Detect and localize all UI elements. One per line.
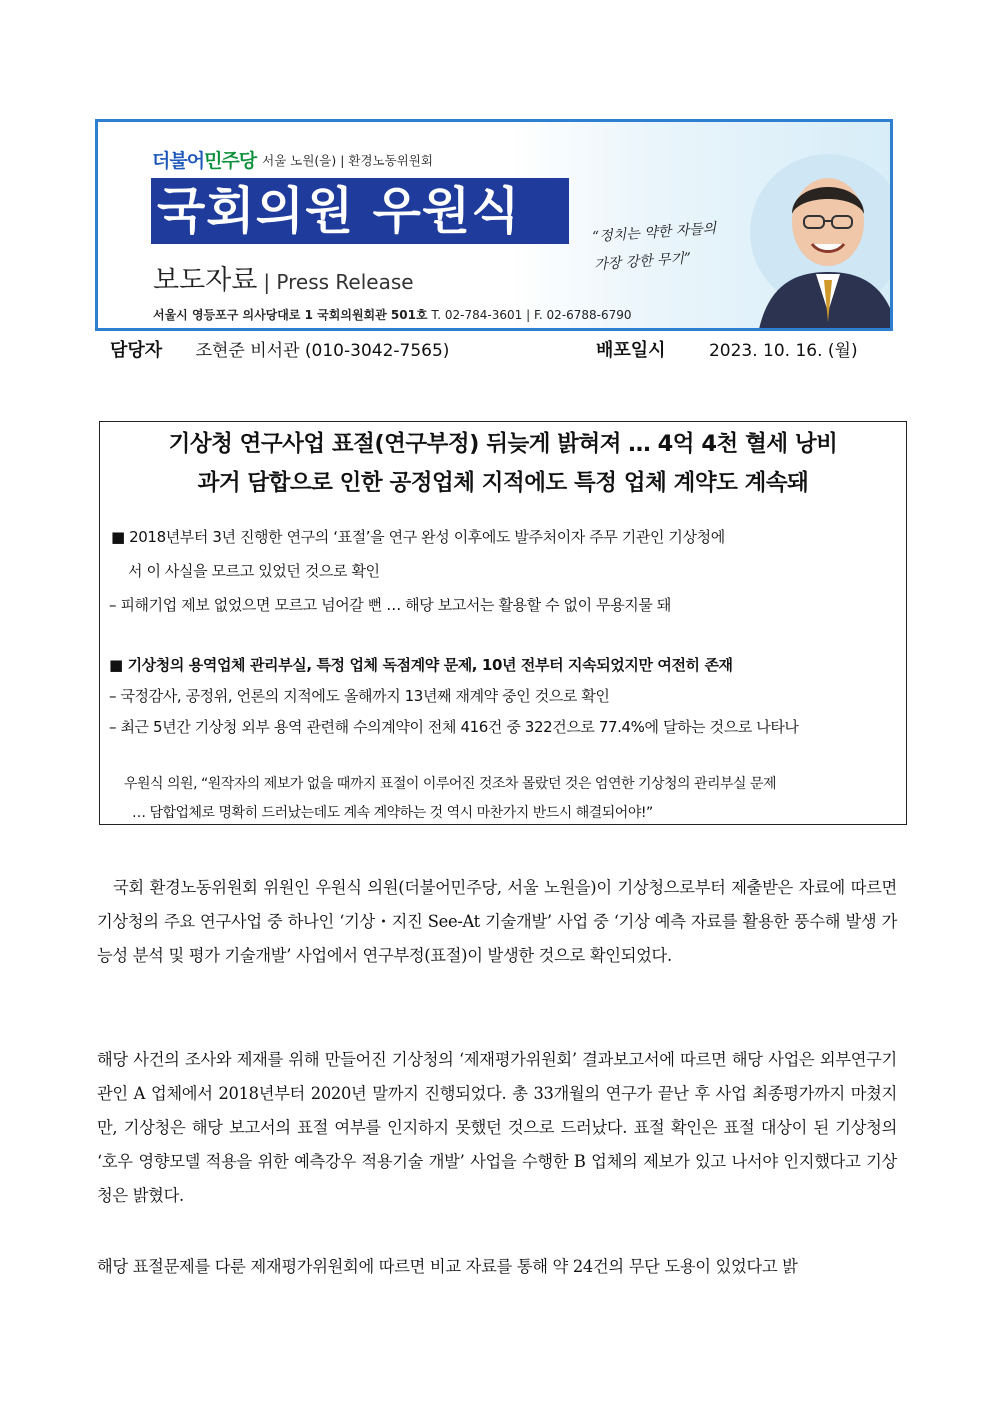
contact-info xyxy=(110,336,449,362)
point-2-dash-1: – 국정감사, 공정위, 언론의 지적에도 올해까지 13년째 재계약 중인 것으로 확인 xyxy=(109,687,610,705)
address-main: 서울시 영등포구 의사당대로 1 국회의원회관 501호 xyxy=(153,308,428,322)
date-label: 배포일시 xyxy=(596,340,666,361)
body-paragraph-3: 해당 표절문제를 다룬 제재평가위원회에 따르면 비교 자료를 통해 약 24건의 무단 도용이 있었다고 밝 xyxy=(97,1257,798,1276)
body-paragraph-1: 국회 환경노동위원회 위원인 우원식 의원(더불어민주당, 서울 노원을)이 기상청으로부터 제출받은 자료에 따르면 기상청의 주요 연구사업 중 하나인 ‘기상・지진 See-At 기술개발’ 사업 중 ‘기상 예측 자료를 활용한 풍수해 발생 가능성 분석 및 평가 기술개발’ 사업에서 연구부정(표절)이 발생한 것으로 확인되었다. xyxy=(97,878,897,965)
press-release-label xyxy=(153,258,414,297)
point-2-line-1: ■ 기상청의 용역업체 관리부실, 특정 업체 독점계약 문제, 10년 전부터 지속되었지만 여전히 존재 xyxy=(109,656,733,674)
slogan-quote xyxy=(591,213,745,279)
press-release-banner xyxy=(95,119,893,331)
summary-box xyxy=(99,421,907,825)
release-date xyxy=(596,336,858,362)
quote-line-1: 우원식 의원, “원작자의 제보가 없을 때까지 표절이 이루어진 것조차 몰랐던 것은 엄연한 기상청의 관리부실 문제 xyxy=(124,776,777,792)
quote-line-2: … 담합업체로 명확히 드러났는데도 계속 계약하는 것 역시 마찬가지 반드시 해결되어야!” xyxy=(132,805,653,821)
lawmaker-name: 국회의원 우원식 xyxy=(151,178,569,244)
slogan-line-2: 가장 강한 무기” xyxy=(593,250,692,274)
headline-1: 기상청 연구사업 표절(연구부정) 뒤늦게 밝혀져 … 4억 4천 혈세 낭비 xyxy=(168,431,838,457)
party-line xyxy=(152,146,433,173)
press-release-en: | Press Release xyxy=(263,270,414,294)
contact-label: 담당자 xyxy=(110,340,163,361)
address-contact: T. 02-784-3601 | F. 02-6788-6790 xyxy=(427,308,632,322)
slogan-line-1: “정치는 약한 자들의 xyxy=(591,220,717,246)
point-1-dash: – 피해기업 제보 없었으면 모르고 넘어갈 뻔 … 해당 보고서는 활용할 수 없이 무용지물 돼 xyxy=(109,596,671,614)
date-value: 2023. 10. 16. (월) xyxy=(708,341,858,361)
lawmaker-portrait-image xyxy=(738,122,893,331)
point-2-dash-2: – 최근 5년간 기상청 외부 용역 관련해 수의계약이 전체 416건 중 322건으로 77.4%에 달하는 것으로 나타나 xyxy=(109,718,799,736)
press-release-ko: 보도자료 xyxy=(153,265,258,296)
office-address xyxy=(153,306,632,323)
headline-2: 과거 담합으로 인한 공정업체 지적에도 특정 업체 계약도 계속돼 xyxy=(197,470,809,496)
contact-value: 조현준 비서관 (010-3042-7565) xyxy=(195,341,450,361)
point-1-line-2: 서 이 사실을 모르고 있었던 것으로 확인 xyxy=(128,562,380,580)
district-label: 서울 노원(을) | 환경노동위원회 xyxy=(262,152,433,168)
party-logo: 더불어민주당 xyxy=(152,150,257,172)
body-paragraph-2: 해당 사건의 조사와 제재를 위해 만들어진 기상청의 ‘제재평가위원회’ 결과보고서에 따르면 해당 사업은 외부연구기관인 A 업체에서 2018년부터 2020년 말까지 진행되었다. 총 33개월의 연구가 끝난 후 사업 최종평가까지 마쳤지만, 기상청은 해당 보고서의 표절 여부를 인지하지 못했던 것으로 드러났다. 표절 확인은 표절 대상이 된 기상청의 ‘호우 영향모델 적용을 위한 예측강우 적용기술 개발’ 사업을 수행한 B 업체의 제보가 있고 나서야 인지했다고 기상청은 밝혔다. xyxy=(97,1050,897,1205)
point-1-line-1: ■ 2018년부터 3년 진행한 연구의 ‘표절’을 연구 완성 이후에도 발주처이자 주무 기관인 기상청에 xyxy=(111,528,725,546)
